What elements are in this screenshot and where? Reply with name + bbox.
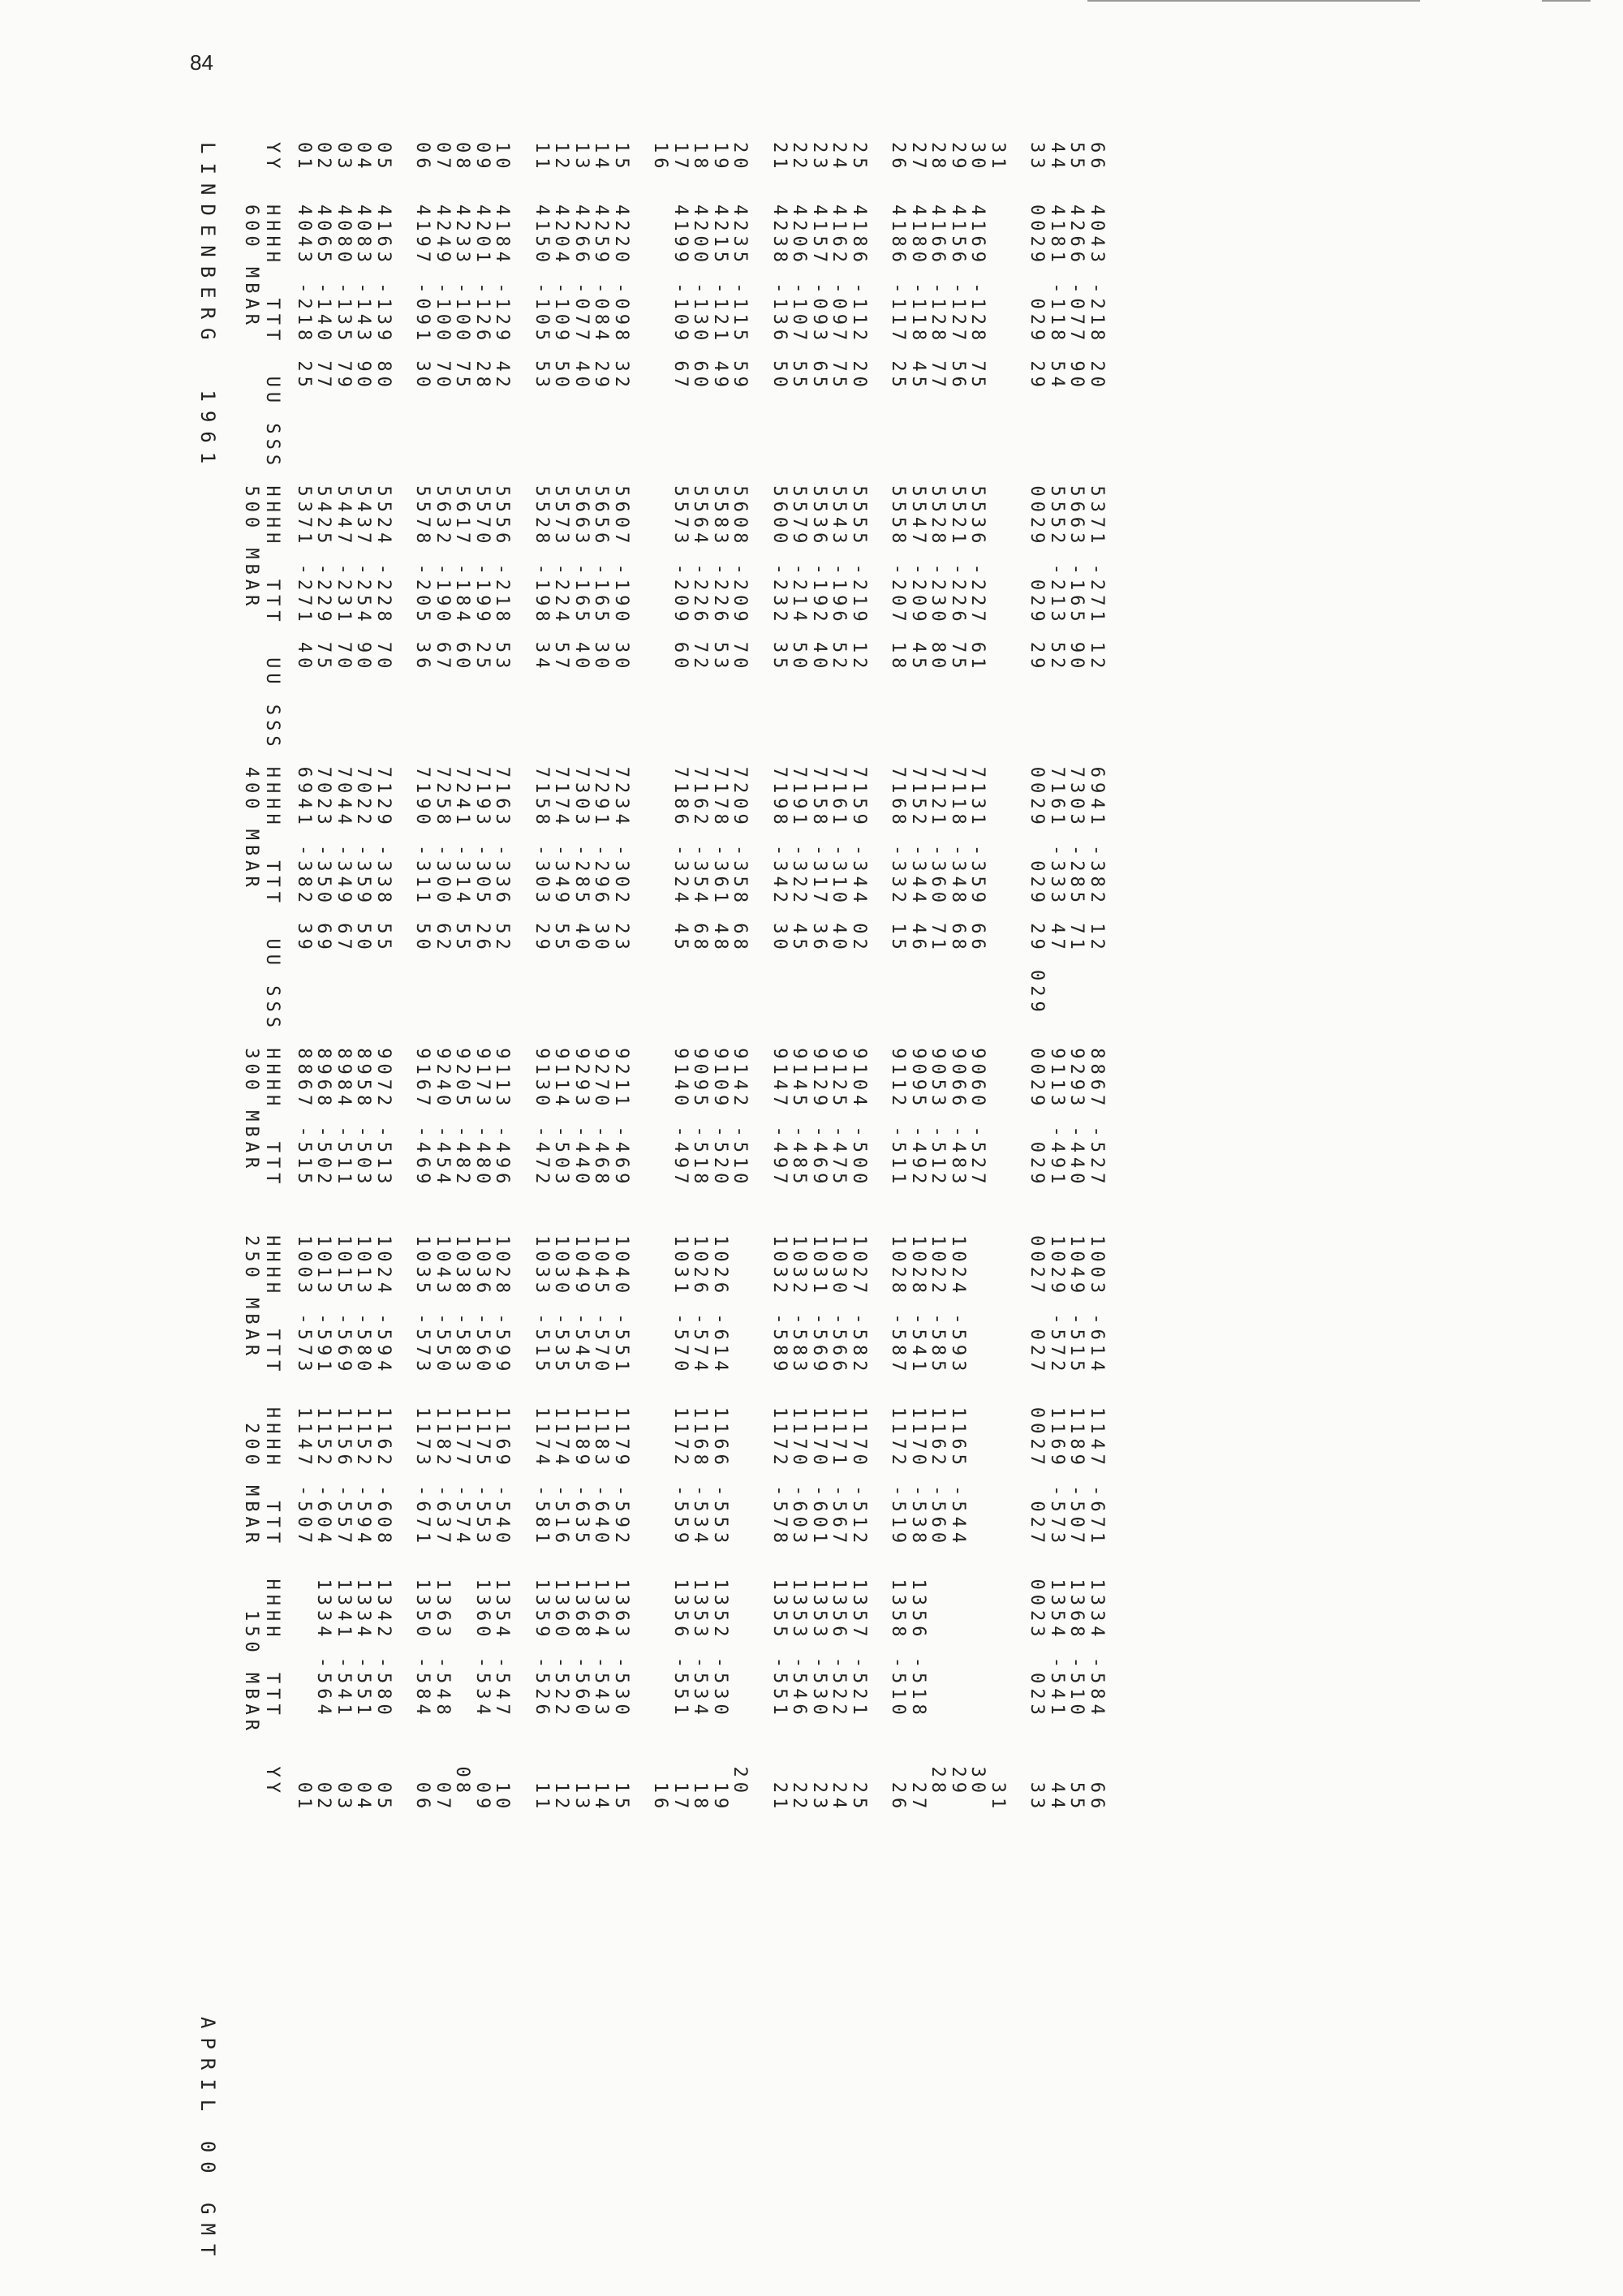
table-header-row: 600 MBAR 500 MBAR 400 MBAR 300 MBAR 250 MBAR 200 MBAR 150 MBAR xyxy=(241,142,261,1736)
date-time-header: APRIL 00 GMT xyxy=(196,2017,219,2265)
table-row: 17 4199 -109 67 5573 -209 60 7186 -324 45 9140 -497 1031 -570 1172 -559 1356 -551 17 xyxy=(670,142,691,1814)
table-row: 13 4266 -077 40 5663 -165 40 7303 -285 40 9293 -440 1049 -545 1189 -635 1368 -560 13 xyxy=(571,142,592,1814)
table-row: 01 4043 -218 25 5371 -271 40 6941 -382 39 8867 -515 1003 -573 1147 -507 01 xyxy=(294,142,314,1814)
table-row: 24 4162 -097 75 5543 -196 52 7161 -310 40 9125 -475 1030 -566 1171 -567 1356 -522 24 xyxy=(829,142,850,1814)
table-row: 20 4235 -115 59 5608 -209 70 7209 -358 68 9142 -510 20 xyxy=(730,142,751,1798)
table-row: 06 4197 -091 30 5578 -205 36 7190 -311 50 9167 -469 1035 -573 1173 -671 1350 -584 06 xyxy=(412,142,433,1814)
table-row: 07 4249 -100 70 5632 -190 67 7258 -300 62 9240 -454 1043 -550 1182 -637 1363 -548 07 xyxy=(433,142,453,1814)
table-row: 10 4184 -129 42 5556 -218 53 7163 -336 52 9113 -496 1028 -599 1169 -540 1354 -547 10 xyxy=(492,142,513,1814)
table-row: 55 4266 -077 90 5663 -165 90 7303 -285 71 9293 -440 1049 -515 1189 -507 1368 -510 55 xyxy=(1066,142,1087,1814)
table-row: 09 4201 -126 28 5570 -199 25 7193 -305 26 9173 -480 1036 -560 1175 -553 1360 -534 09 xyxy=(472,142,493,1814)
top-edge-line xyxy=(1087,0,1420,2)
table-row: 21 4238 -136 50 5600 -232 35 7198 -342 30 9147 -497 1032 -589 1172 -578 1355 -551 21 xyxy=(769,142,790,1814)
rotated-table-block xyxy=(195,142,1526,2265)
table-row: 14 4259 -084 29 5656 -165 30 7291 -296 30 9270 -468 1045 -570 1183 -640 1364 -543 14 xyxy=(591,142,612,1814)
table-row: 25 4186 -112 20 5555 -219 12 7159 -344 02 9104 -500 1027 -582 1170 -512 1357 -521 25 xyxy=(849,142,869,1814)
table-row: 66 4043 -218 20 5371 -271 12 6941 -382 12 8867 -527 1003 -614 1147 -671 1334 -584 66 xyxy=(1087,142,1107,1814)
table-row: 22 4206 -107 55 5579 -214 50 7191 -322 45 9145 -485 1032 -583 1170 -603 1353 -546 22 xyxy=(789,142,810,1814)
table-row: 12 4204 -109 50 5573 -224 57 7174 -349 55 9114 -503 1030 -535 1174 -516 1360 -522 12 xyxy=(551,142,572,1814)
page-number: 84 xyxy=(190,50,213,75)
table-row: 29 4156 -127 56 5521 -226 75 7118 -348 68 9066 -483 1024 -593 1165 -544 29 xyxy=(948,142,968,1798)
table-row: 31 31 xyxy=(988,142,1008,1814)
table-header-row: YY HHHH TTT UU SSS HHHH TTT UU SSS HHHH TTT UU SSS HHHH TTT HHHH TTT HHHH TTT HHHH TTT YY xyxy=(262,142,283,1798)
table-row: 30 4169 -128 75 5536 -227 61 7131 -359 66 9060 -527 30 xyxy=(967,142,988,1798)
table-row: 33 0029 029 29 0029 029 29 0029 029 29 029 0029 029 0027 027 0027 027 0023 023 33 xyxy=(1027,142,1048,1814)
table-row: 08 4233 -100 75 5617 -184 60 7241 -314 55 9205 -482 1038 -583 1177 -574 08 xyxy=(452,142,473,1798)
top-edge-line-right xyxy=(1542,0,1591,2)
table-row: 03 4080 -135 79 5447 -231 70 7044 -349 67 8984 -511 1015 -569 1156 -557 1341 -541 03 xyxy=(334,142,354,1814)
table-row: 05 4163 -139 80 5524 -228 70 7129 -338 55 9072 -513 1024 -594 1162 -608 1342 -580 05 xyxy=(373,142,394,1814)
table-row: 16 16 xyxy=(650,142,671,1814)
table-row: 28 4166 -128 77 5528 -230 80 7121 -360 71 9053 -512 1022 -585 1162 -560 28 xyxy=(928,142,949,1798)
station-title: LINDENBERG 1961 xyxy=(196,142,219,473)
table-row: 18 4200 -130 60 5564 -226 72 7162 -354 68 9095 -518 1026 -574 1168 -534 1353 -534 18 xyxy=(690,142,711,1814)
table-row: 44 4181 -118 54 5552 -213 52 7161 -333 47 9113 -491 1029 -572 1169 -573 1354 -541 44 xyxy=(1047,142,1067,1814)
table-row: 02 4065 -140 77 5425 -229 75 7023 -350 69 8968 -502 1013 -591 1152 -604 1334 -564 02 xyxy=(313,142,334,1814)
table-row: 26 4186 -117 25 5558 -207 18 7168 -332 15 9112 -511 1028 -587 1172 -519 1358 -510 26 xyxy=(888,142,909,1814)
table-row: 19 4215 -121 49 5583 -226 53 7178 -361 48 9109 -520 1026 -614 1166 -553 1352 -530 19 xyxy=(710,142,730,1814)
table-row: 04 4083 -143 90 5437 -254 90 7022 -359 50 8958 -503 1013 -580 1152 -594 1334 -551 04 xyxy=(353,142,374,1814)
table-row: 27 4180 -118 45 5547 -209 45 7152 -344 46 9095 -492 1028 -541 1170 -538 1356 -518 27 xyxy=(908,142,928,1814)
table-row: 23 4157 -093 65 5536 -192 40 7158 -317 36 9129 -469 1031 -569 1170 -601 1353 -530 23 xyxy=(809,142,829,1814)
table-row: 11 4150 -105 53 5528 -198 34 7158 -303 29 9130 -472 1033 -515 1174 -581 1359 -526 11 xyxy=(532,142,552,1814)
table-row: 15 4220 -098 32 5607 -190 30 7234 -302 23 9211 -469 1040 -551 1179 -592 1363 -530 15 xyxy=(611,142,631,1814)
